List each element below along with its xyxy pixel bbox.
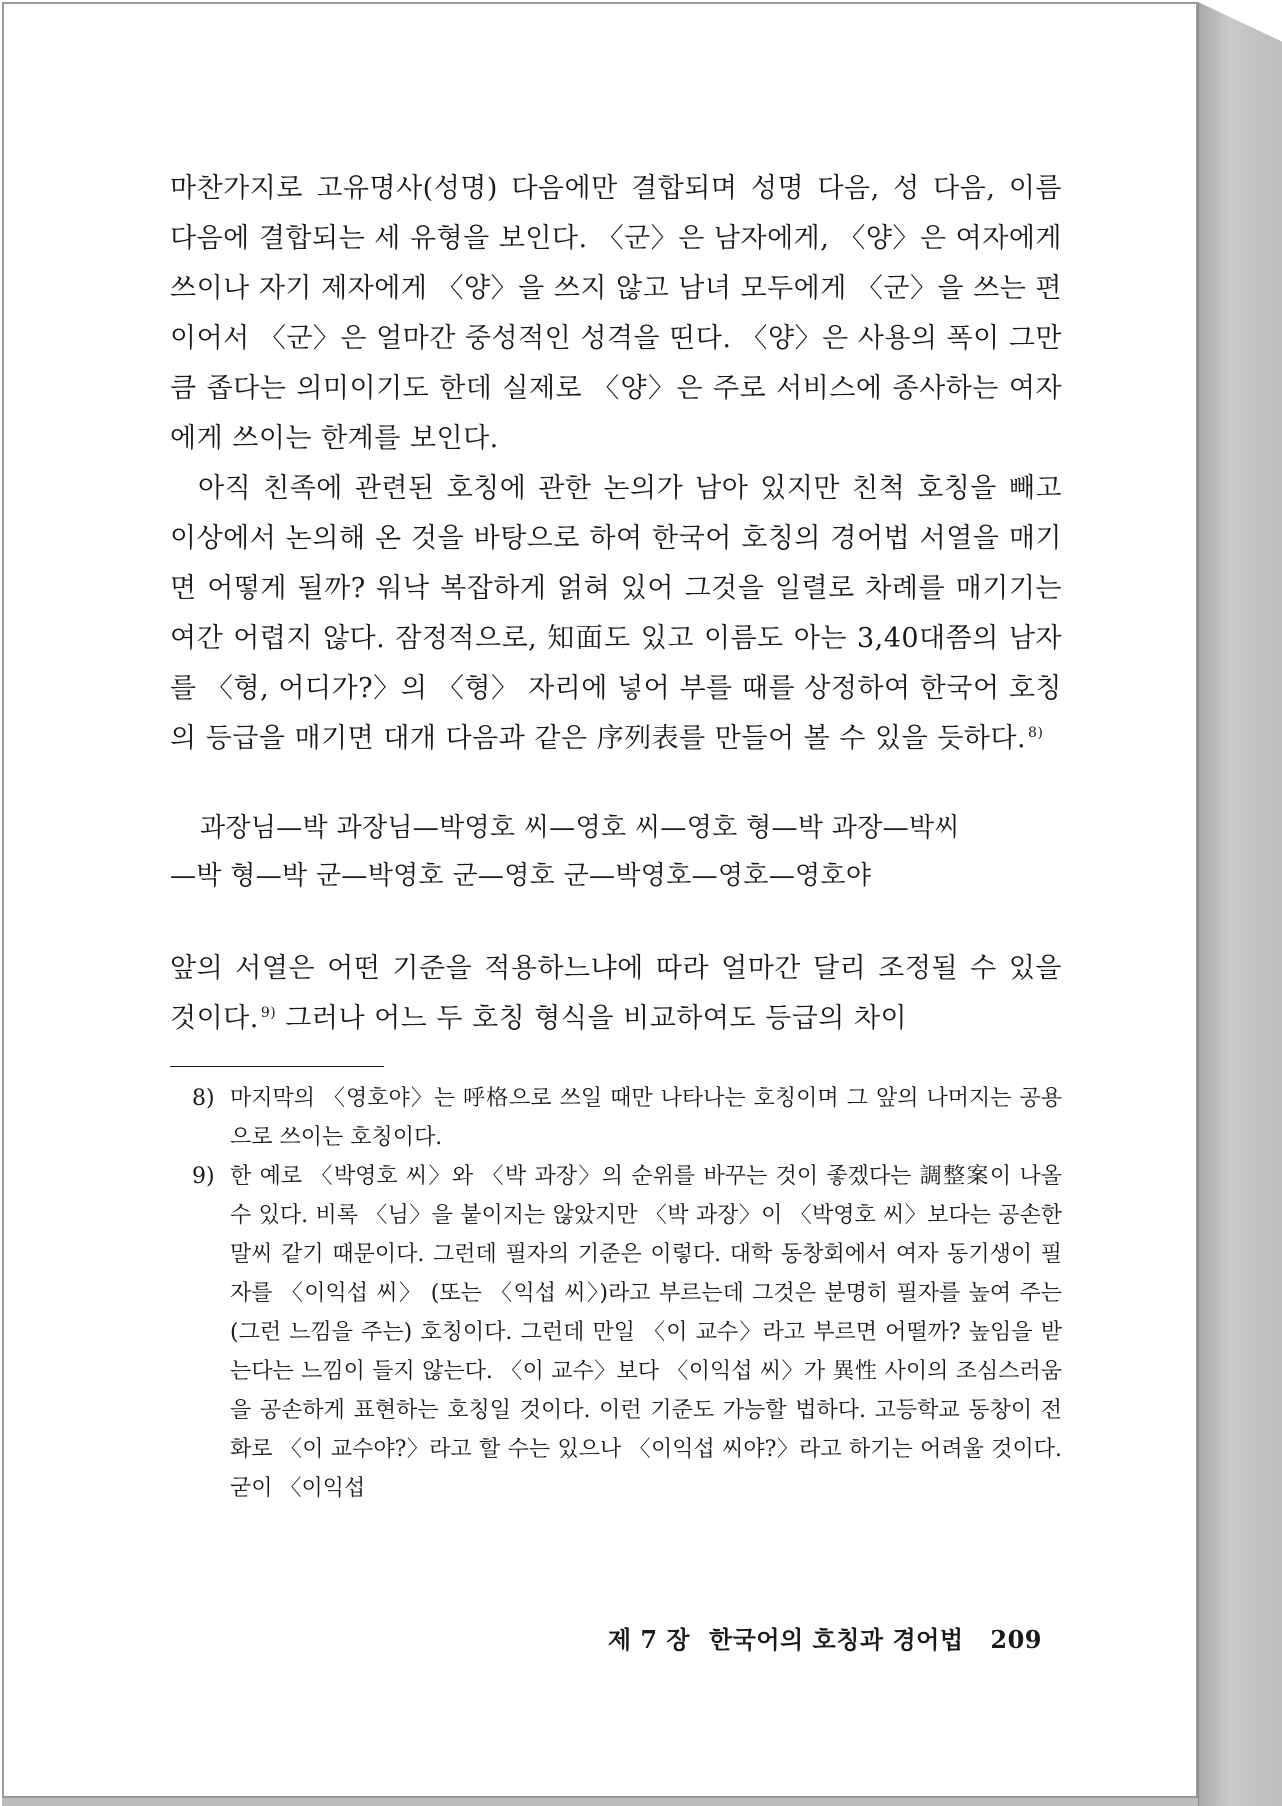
paragraph: [170, 164, 1062, 464]
chapter-label: 제 7 장: [607, 1625, 691, 1654]
paragraph-text: 그러나 어느 두 호칭 형식을 비교하여도 등급의 차이: [285, 1003, 908, 1034]
example-line: —박 형—박 군—박영호 군—영호 군—박영호—영호—영호야: [170, 861, 872, 891]
chapter-title: 한국어의 호칭과 경어법: [708, 1625, 964, 1654]
footnote-number: 9): [192, 1164, 215, 1189]
footnote-text: 마지막의 〈영호야〉는 呼格으로 쓰일 때만 나타나는 호칭이며 그 앞의 나머지는 공용으로 쓰이는 호칭이다.: [230, 1086, 1062, 1150]
page-content: [170, 164, 1062, 1508]
example-line: 과장님—박 과장님—박영호 씨—영호 씨—영호 형—박 과장—박씨: [200, 813, 960, 843]
page-number: 209: [990, 1625, 1042, 1654]
footnote: [170, 1079, 1062, 1157]
footnote-text: 한 예로 〈박영호 씨〉와 〈박 과장〉의 순위를 바꾸는 것이 좋겠다는 調整案이 나올 수 있다. 비록 〈님〉을 붙이지는 않았지만 〈박 과장〉이 〈박영호 씨〉보다는 공손한 말씨 같기 때문이다. 그런데 필자의 기준은 이렇다. 대학 동창회에서 여자 동기생이 필자를 〈이익섭 씨〉 (또는 〈익섭 씨〉)라고 부르는데 그것은 분명히 필자를 높여 주는(그런 느낌을 주는) 호칭이다. 그런데 만일 〈이 교수〉라고 부르면 어떨까? 높임을 받는다는 느낌이 들지 않는다. 〈이 교수〉보다 〈이익섭 씨〉가 異性 사이의 조심스러움을 공손하게 표현하는 호칭일 것이다. 이런 기준도 가능할 법하다. 고등학교 동창이 전화로 〈이 교수야?〉라고 할 수는 있으나 〈이익섭 씨야?〉라고 하기는 어려울 것이다. 굳이 〈이익섭: [230, 1164, 1062, 1501]
footnote: [170, 1157, 1062, 1508]
paragraph: [170, 944, 1062, 1044]
running-footer: [608, 1620, 1042, 1655]
paragraph-text: 아직 친족에 관련된 호칭에 관한 논의가 남아 있지만 친척 호칭을 빼고 이상에서 논의해 온 것을 바탕으로 하여 한국어 호칭의 경어법 서열을 매기면 어떻게 될까? 워낙 복잡하게 얽혀 있어 그것을 일렬로 차례를 매기기는 여간 어렵지 않다. 잠정적으로, 知面도 있고 이름도 아는 3,40대쯤의 남자를 〈형, 어디가?〉의 〈형〉 자리에 넣어 부를 때를 상정하여 한국어 호칭의 등급을 매기면 대개 다음과 같은 序列表를 만들어 볼 수 있을 듯하다.: [170, 473, 1062, 754]
page-edge-bottom: [2, 1798, 1198, 1806]
footnote-ref: 8): [1028, 725, 1044, 741]
example-block: [170, 804, 1062, 900]
paragraph-text: 앞의 서열은 어떤 기준을 적용하느냐에 따라 얼마간 달리 조정될 수 있을 것이다.: [170, 953, 1062, 1034]
paragraph-text: 마찬가지로 고유명사(성명) 다음에만 결합되며 성명 다음, 성 다음, 이름 다음에 결합되는 세 유형을 보인다. 〈군〉은 남자에게, 〈양〉은 여자에게 쓰이나 자기 제자에게 〈양〉을 쓰지 않고 남녀 모두에게 〈군〉을 쓰는 편이어서 〈군〉은 얼마간 중성적인 성격을 띤다. 〈양〉은 사용의 폭이 그만큼 좁다는 의미이기도 한데 실제로 〈양〉은 주로 서비스에 종사하는 여자에게 쓰이는 한계를 보인다.: [170, 173, 1062, 454]
page-edge-right: [1198, 2, 1282, 1806]
paragraph: [170, 464, 1062, 764]
footnote-ref: 9): [260, 1005, 277, 1021]
footnote-divider: [170, 1066, 384, 1067]
footnote-number: 8): [192, 1086, 215, 1111]
